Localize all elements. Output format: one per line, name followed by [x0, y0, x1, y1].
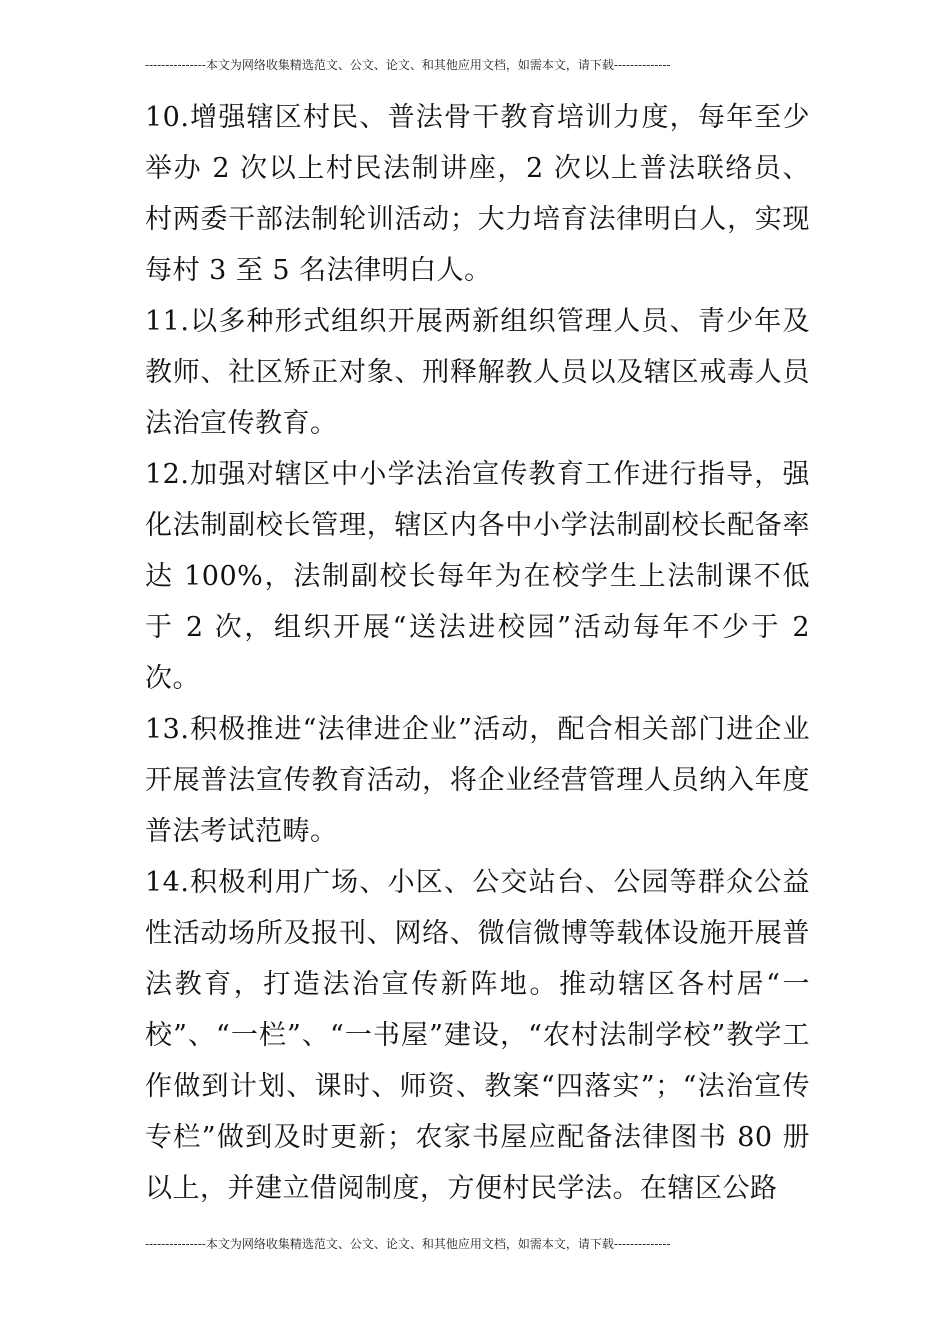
header-banner: ---------------本文为网络收集精选范文、公文、论文、和其他应用文档，如需本文，请下载-------------- — [145, 58, 671, 72]
paragraph-13: 13.积极推进“法律进企业”活动，配合相关部门进企业开展普法宣传教育活动，将企业经营管理人员纳入年度普法考试范畴。 — [145, 714, 810, 847]
paragraph-11: 11.以多种形式组织开展两新组织管理人员、青少年及教师、社区矫正对象、刑释解教人员以及辖区戒毒人员法治宣传教育。 — [145, 306, 810, 439]
paragraph-10: 10.增强辖区村民、普法骨干教育培训力度，每年至少举办 2 次以上村民法制讲座，2 次以上普法联络员、村两委干部法制轮训活动；大力培育法律明白人，实现每村 3 至 5 名法律明白人。 — [145, 102, 810, 286]
paragraph-14: 14.积极利用广场、小区、公交站台、公园等群众公益性活动场所及报刊、网络、微信微博等载体设施开展普法教育，打造法治宣传新阵地。推动辖区各村居“一校”、“一栏”、“一书屋”建设，“农村法制学校”教学工作做到计划、课时、师资、教案“四落实”；“法治宣传专栏”做到及时更新；农家书屋应配备法律图书 80 册以上，并建立借阅制度，方便村民学法。在辖区公路 — [145, 867, 810, 1204]
paragraph-12: 12.加强对辖区中小学法治宣传教育工作进行指导，强化法制副校长管理，辖区内各中小学法制副校长配备率达 100%，法制副校长每年为在校学生上法制课不低于 2 次，组织开展“送法进校园”活动每年不少于 2 次。 — [145, 459, 810, 694]
footer-banner: ---------------本文为网络收集精选范文、公文、论文、和其他应用文档，如需本文，请下载-------------- — [145, 1237, 671, 1251]
document-body — [145, 92, 810, 1214]
